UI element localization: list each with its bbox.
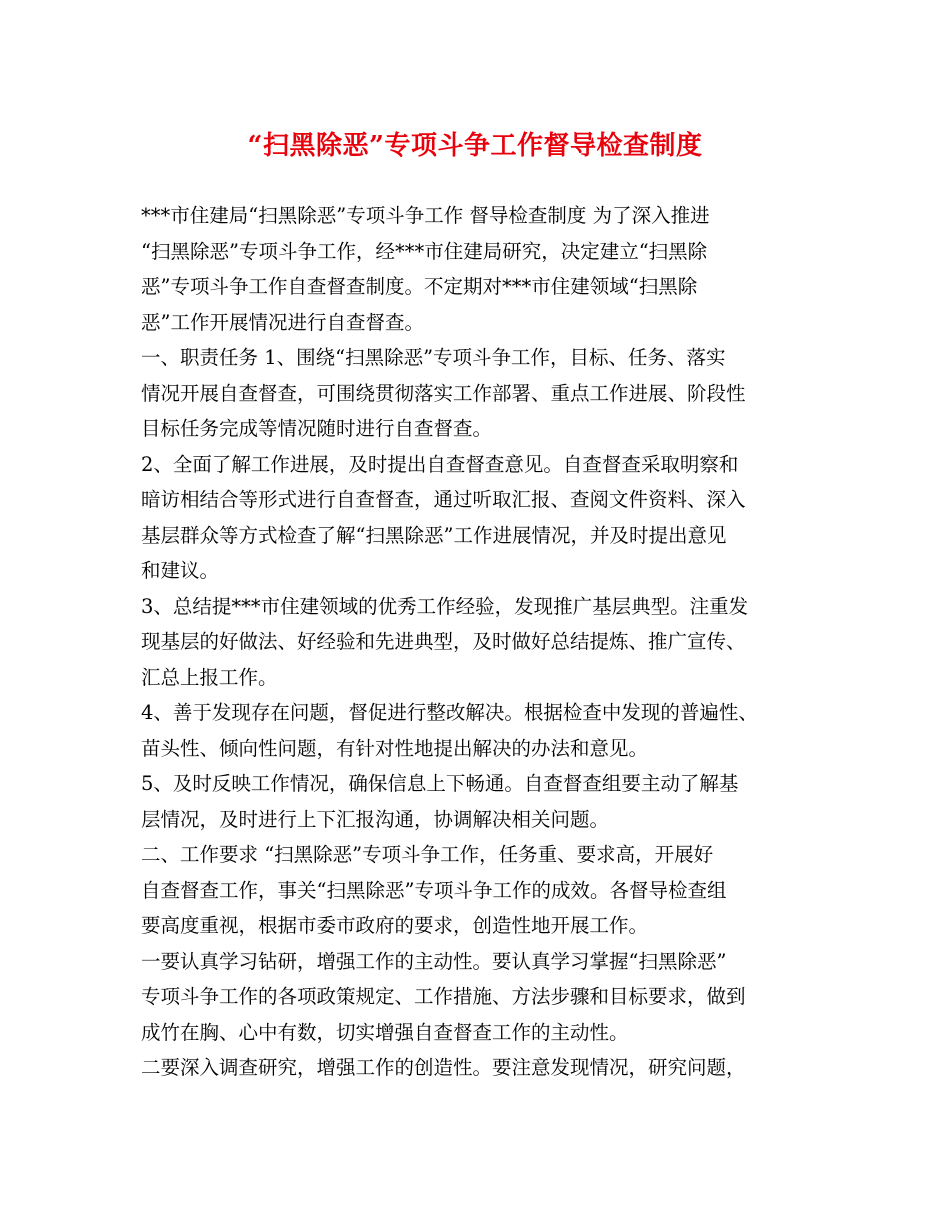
body-line: 目标任务完成等情况随时进行自查督查。 (141, 417, 493, 440)
body-line: 专项斗争工作的各项政策规定、工作措施、方法步骤和目标要求，做到 (141, 985, 746, 1008)
body-line: 一要认真学习钻研，增强工作的主动性。要认真学习掌握“扫黑除恶” (141, 949, 727, 973)
body-line: ***市住建局“扫黑除恶”专项斗争工作 督导检查制度 为了深入推进 (141, 204, 710, 227)
body-line: 要高度重视，根据市委市政府的要求，创造性地开展工作。 (141, 914, 649, 937)
page-title: “扫黑除恶”专项斗争工作督导检查制度 (247, 131, 703, 161)
body-line: 3、总结提***市住建领域的优秀工作经验，发现推广基层典型。注重发 (141, 594, 749, 618)
body-line: 5、及时反映工作情况，确保信息上下畅通。自查督查组要主动了解基 (141, 772, 739, 795)
body-line: 暗访相结合等形式进行自查督查，通过听取汇报、查阅文件资料、深入 (141, 488, 746, 511)
body-line: 汇总上报工作。 (141, 665, 278, 689)
body-line: 情况开展自查督查，可围绕贯彻落实工作部署、重点工作进展、阶段性 (141, 381, 746, 405)
body-line: 基层群众等方式检查了解“扫黑除恶”工作进展情况，并及时提出意见 (141, 523, 727, 547)
body-line: “扫黑除恶”专项斗争工作，经***市住建局研究，决定建立“扫黑除 (141, 239, 708, 263)
body-line: 恶”工作开展情况进行自查督查。 (141, 310, 424, 334)
body-line: 苗头性、倾向性问题，有针对性地提出解决的办法和意见。 (141, 736, 649, 760)
body-line: 4、善于发现存在问题，督促进行整改解决。根据检查中发现的普遍性、 (141, 701, 758, 724)
body-line: 层情况，及时进行上下汇报沟通，协调解决相关问题。 (141, 807, 610, 831)
body-line: 自查督查工作，事关“扫黑除恶”专项斗争工作的成效。各督导检查组 (141, 878, 727, 902)
body-line: 和建议。 (141, 559, 220, 582)
document-body (141, 198, 831, 1086)
body-line: 一、职责任务 1、围绕“扫黑除恶”专项斗争工作，目标、任务、落实 (141, 346, 726, 369)
body-line: 成竹在胸、心中有数，切实增强自查督查工作的主动性。 (141, 1020, 629, 1044)
body-line: 二、工作要求 “扫黑除恶”专项斗争工作，任务重、要求高，开展好 (141, 843, 714, 866)
body-line: 2、全面了解工作进展，及时提出自查督查意见。自查督查采取明察和 (141, 452, 739, 476)
body-line: 二要深入调查研究，增强工作的创造性。要注意发现情况，研究问题， (141, 1056, 746, 1079)
body-line: 现基层的好做法、好经验和先进典型，及时做好总结提炼、推广宣传、 (141, 630, 746, 653)
body-line: 恶”专项斗争工作自查督查制度。不定期对***市住建领域“扫黑除 (141, 275, 698, 298)
